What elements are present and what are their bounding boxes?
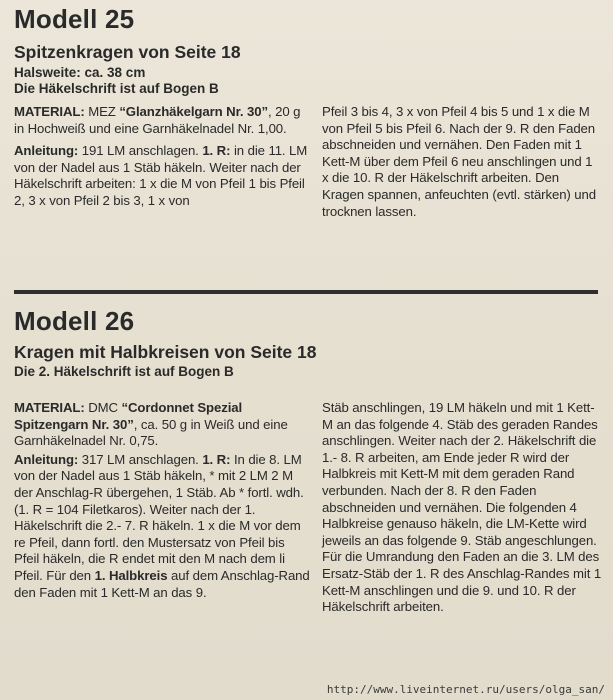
anleitung-text: 191 LM anschlagen. — [78, 143, 203, 159]
modell-25-continuation: Pfeil 3 bis 4, 3 x von Pfeil 4 bis 5 und 1 x die M von Pfeil 5 bis Pfeil 6. Nach der 9. R den Faden abschneiden und vernähen. Den Faden mit 1 Kett-M über dem Pfeil 6 neu anschlingen und 1 x die 10. R der Häkelschrift arbeiten. Den Kragen spannen, anfeuchten (evtl. stärken) und trocknen lassen. — [322, 104, 596, 219]
material-text: MEZ — [84, 104, 120, 119]
anleitung-text-rest: in die 11. LM von der Nadel aus 1 Stäb häkeln. Weiter nach der Häkelschrift arbeiten: 1 x die M von Pfeil 1 bis Pfeil 2, 3 x von Pfeil 2 bis 3, 1 x von — [14, 143, 308, 208]
material-yarn: “Glanzhäkelgarn Nr. 30” — [119, 104, 268, 119]
modell-26-bogen: Die 2. Häkelschrift ist auf Bogen B — [14, 364, 234, 379]
anleitung-text-rest: auf dem Anschlag-Rand den Faden mit 1 Kett-M an das 9. — [14, 567, 310, 600]
modell-25-title: Modell 25 — [14, 4, 135, 34]
modell-25-bogen: Die Häkelschrift ist auf Bogen B — [14, 81, 219, 96]
modell-25-subtitle: Spitzenkragen von Seite 18 — [14, 42, 241, 62]
anleitung-row-label: 1. R: — [202, 143, 231, 159]
modell-26-left-column — [14, 400, 310, 607]
modell-26-anleitung — [14, 452, 310, 601]
material-text-rest: , ca. 50 g in Weiß und eine Garnhäkelnadel Nr. 0,75. — [14, 416, 288, 449]
anleitung-row-label: 1. R: — [202, 451, 231, 467]
anleitung-text-middle: In die 8. LM von der Nadel aus 1 Stäb häkeln, * mit 2 LM 2 M der Anschlag-R übergehen, 1 Stäb. Ab * fortl. wdh. (1. R = 104 Filetkaros). Weiter nach der 1. Häkelschrift die 2.- 7. R häkeln. 1 x die M vor dem re Pfeil, dann fortl. den Mustersatz von Pfeil bis Pfeil häkeln, die R endet mit den M nach dem li Pfeil. Für den — [14, 451, 304, 583]
modell-25-right-column — [322, 104, 602, 226]
section-divider — [14, 290, 598, 294]
source-watermark: http://www.liveinternet.ru/users/olga_san/ — [326, 683, 605, 696]
material-label: MATERIAL: — [14, 400, 85, 415]
material-text: DMC — [84, 400, 122, 415]
modell-25-left-column — [14, 104, 310, 216]
modell-26-right-column — [322, 400, 602, 622]
modell-26-material — [14, 400, 310, 450]
halbkreis-label: 1. Halbkreis — [94, 567, 168, 583]
material-label: MATERIAL: — [14, 104, 85, 119]
modell-26-continuation: Stäb anschlingen, 19 LM häkeln und mit 1 Kett-M an das folgende 4. Stäb des geraden Randes anschlingen. Weiter nach der 2. Häkelschrift die 1.- 8. R arbeiten, am Ende jeder R wird der Halbkreis mit Kett-M mit dem geraden Rand verbunden. Nach der 8. R den Faden abschneiden und vernähen. Die folgenden 4 Halbkreise genauso häkeln, die LM-Kette wird jeweils an das folgende 9. Stäb angeschlungen. Für die Umrandung den Faden an die 3. LM des Ersatz-Stäb der 1. R des Anschlag-Randes mit 1 Kett-M anschlingen und die 9. und 10. R der Häkelschrift arbeiten. — [322, 400, 602, 615]
modell-25-halsweite: Halsweite: ca. 38 cm — [14, 65, 146, 80]
anleitung-label: Anleitung: — [14, 143, 79, 159]
modell-25-material — [14, 104, 310, 137]
anleitung-text: 317 LM anschlagen. — [78, 451, 203, 467]
modell-26-subtitle: Kragen mit Halbkreisen von Seite 18 — [14, 342, 317, 362]
modell-25-anleitung — [14, 143, 310, 209]
anleitung-label: Anleitung: — [14, 451, 79, 467]
material-text-rest: , 20 g in Hochweiß und eine Garnhäkelnadel Nr. 1,00. — [14, 104, 301, 136]
modell-26-title: Modell 26 — [14, 306, 135, 336]
material-yarn: “Cordonnet Spezial Spitzengarn Nr. 30” — [14, 400, 243, 432]
